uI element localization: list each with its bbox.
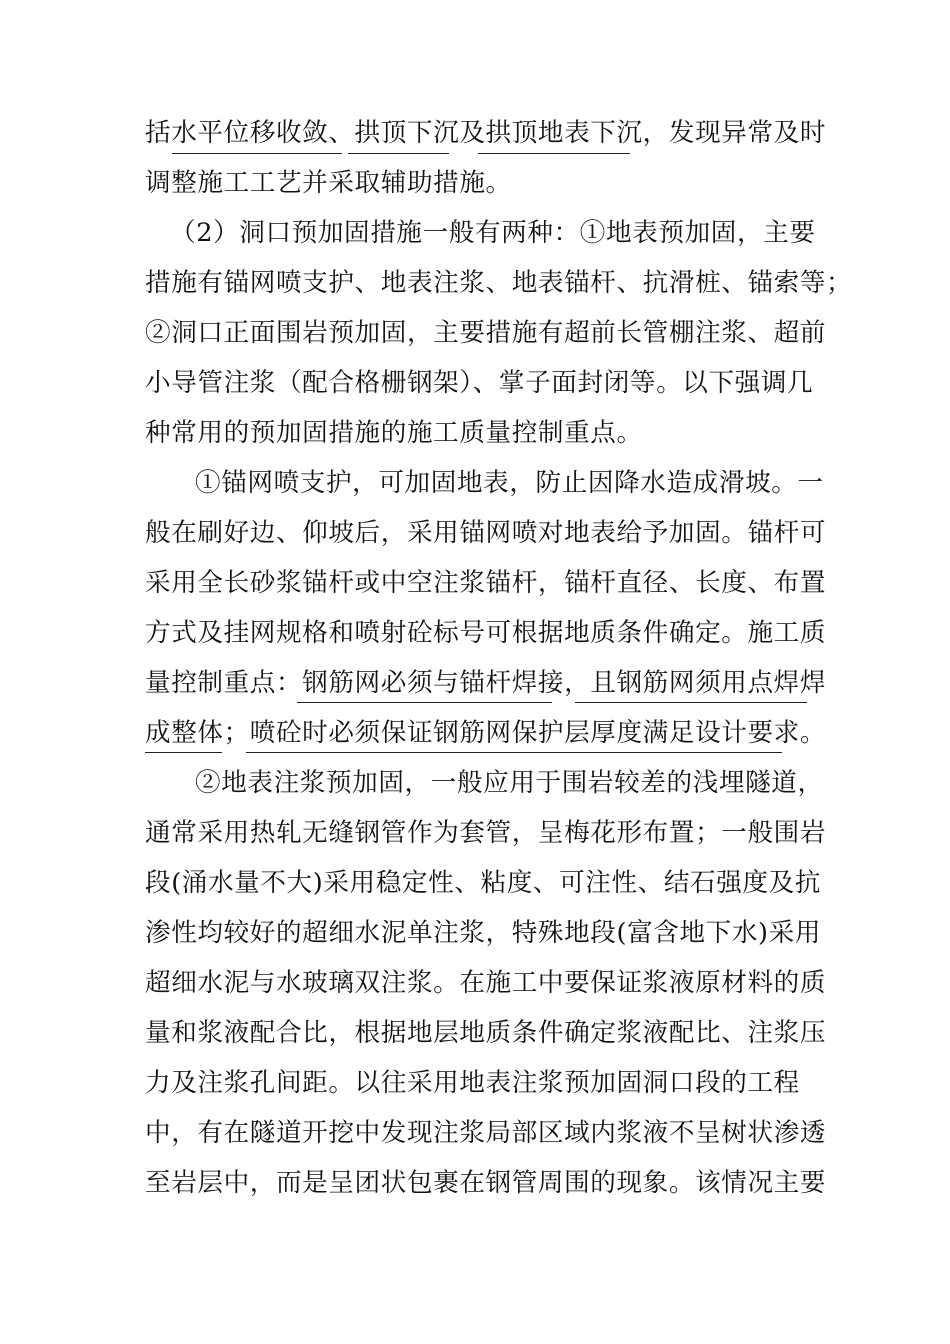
text-line: 段(涌水量不大)采用稳定性、粘度、可注性、结石强度及抗 [145,868,822,898]
underline-mark [246,752,782,753]
underline-mark [478,153,630,154]
text-line: 方式及挂网规格和喷射砼标号可根据地质条件确定。施工质 [145,618,827,648]
text-line: 小导管注浆（配合格栅钢架）、掌子面封闭等。以下强调几 [145,368,814,398]
text-line: 超细水泥与水玻璃双注浆。在施工中要保证浆液原材料的质 [145,968,827,998]
text-line: ②洞口正面围岩预加固，主要措施有超前长管棚注浆、超前 [145,318,827,348]
text-line: 力及注浆孔间距。以往采用地表注浆预加固洞口段的工程 [145,1068,800,1098]
text-line: 调整施工工艺并采取辅助措施。 [145,168,512,198]
text-line: ①锚网喷支护，可加固地表，防止因降水造成滑坡。一 [195,468,824,498]
text-line: 通常采用热轧无缝钢管作为套管，呈梅花形布置；一般围岩 [145,818,827,848]
text-line: 种常用的预加固措施的施工质量控制重点。 [145,418,643,448]
text-line: 量和浆液配合比，根据地层地质条件确定浆液配比、注浆压 [145,1018,827,1048]
underline-mark [348,153,449,154]
underline-mark [297,702,552,703]
text-line: ②地表注浆预加固，一般应用于围岩较差的浅埋隧道， [195,768,824,798]
text-line: 渗性均较好的超细水泥单注浆，特殊地段(富含地下水)采用 [145,918,822,948]
text-line: 量控制重点：钢筋网必须与锚杆焊接，且钢筋网须用点焊焊 [145,668,827,698]
text-line: 成整体；喷砼时必须保证钢筋网保护层厚度满足设计要求。 [145,718,827,748]
underline-mark [172,153,342,154]
text-line: 至岩层中，而是呈团状包裹在钢管周围的现象。该情况主要 [145,1168,827,1198]
text-line: （2）洞口预加固措施一般有两种：①地表预加固，主要 [170,218,816,248]
text-line: 措施有锚网喷支护、地表注浆、地表锚杆、抗滑桩、锚索等； [145,268,853,298]
text-line: 中，有在隧道开挖中发现注浆局部区域内浆液不呈树状渗透 [145,1118,827,1148]
text-line: 般在刷好边、仰坡后，采用锚网喷对地表给予加固。锚杆可 [145,518,827,548]
underline-mark [145,752,222,753]
text-line: 括水平位移收敛、拱顶下沉及拱顶地表下沉，发现异常及时 [145,118,827,148]
text-line: 采用全长砂浆锚杆或中空注浆锚杆，锚杆直径、长度、布置 [145,568,827,598]
underline-mark [575,702,807,703]
